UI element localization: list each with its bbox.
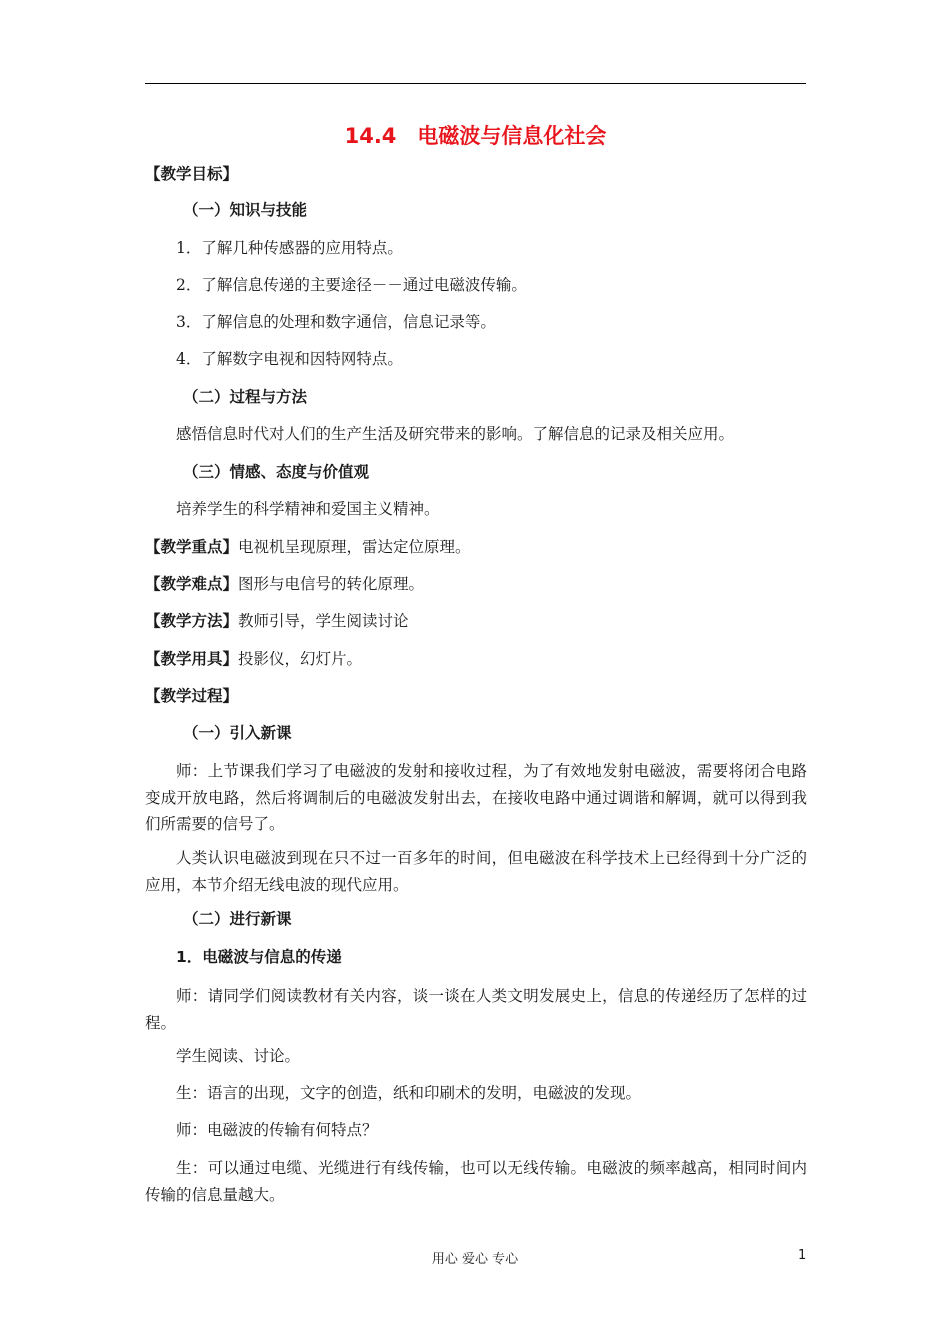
key-points	[145, 534, 806, 560]
dialog-paragraph: 师：请同学们阅读教材有关内容，谈一谈在人类文明发展史上，信息的传递经历了怎样的过程。	[145, 987, 807, 1032]
objective-item: 2．了解信息传递的主要途径－－通过电磁波传输。	[176, 276, 527, 294]
objective-item: 3．了解信息的处理和数字通信，信息记录等。	[176, 313, 496, 331]
methods-label: 【教学方法】	[145, 612, 239, 630]
dialog-paragraph: 生：语言的出现，文字的创造，纸和印刷术的发明，电磁波的发现。	[176, 1084, 642, 1102]
objective-item: 4．了解数字电视和因特网特点。	[176, 350, 403, 368]
procedure-heading: 【教学过程】	[145, 687, 239, 705]
difficulties-text: 图形与电信号的转化原理。	[238, 575, 425, 593]
difficulties	[145, 571, 806, 597]
new-lesson-heading: （二）进行新课	[183, 910, 292, 928]
header-rule	[145, 83, 806, 84]
process-heading: （二）过程与方法	[183, 388, 308, 406]
process-text: 感悟信息时代对人们的生产生活及研究带来的影响。了解信息的记录及相关应用。	[176, 425, 735, 443]
tools-label: 【教学用具】	[145, 650, 239, 668]
tools	[145, 646, 806, 672]
dialog-paragraph: 师：电磁波的传输有何特点？	[176, 1121, 378, 1139]
intro-paragraph-1: 师：上节课我们学习了电磁波的发射和接收过程，为了有效地发射电磁波，需要将闭合电路变成开放电路，然后将调制后的电磁波发射出去，在接收电路中通过调谐和解调，就可以得到我们所需要的信号了。	[145, 762, 807, 833]
methods-text: 教师引导，学生阅读讨论	[238, 612, 409, 630]
intro-heading: （一）引入新课	[183, 724, 292, 742]
intro-paragraph-2: 人类认识电磁波到现在只不过一百多年的时间，但电磁波在科学技术上已经得到十分广泛的应用，本节介绍无线电波的现代应用。	[145, 849, 807, 894]
page-number: 1	[798, 1248, 807, 1263]
methods	[145, 608, 806, 634]
key-points-text: 电视机呈现原理，雷达定位原理。	[238, 538, 471, 556]
dialog-paragraph: 学生阅读、讨论。	[176, 1047, 301, 1065]
knowledge-heading: （一）知识与技能	[183, 201, 308, 219]
objectives-heading: 【教学目标】	[145, 165, 239, 183]
objective-item: 1．了解几种传感器的应用特点。	[176, 239, 403, 257]
section1-heading: 1．电磁波与信息的传递	[176, 948, 342, 966]
emotion-text: 培养学生的科学精神和爱国主义精神。	[176, 500, 440, 518]
emotion-heading: （三）情感、态度与价值观	[183, 463, 370, 481]
tools-text: 投影仪，幻灯片。	[238, 650, 363, 668]
footer-text: 用心 爱心 专心	[431, 1252, 519, 1267]
key-points-label: 【教学重点】	[145, 538, 239, 556]
difficulties-label: 【教学难点】	[145, 575, 239, 593]
dialog-paragraph: 生：可以通过电缆、光缆进行有线传输，也可以无线传输。电磁波的频率越高，相同时间内传输的信息量越大。	[145, 1159, 807, 1204]
document-title: 14.4 电磁波与信息化社会	[344, 124, 607, 148]
